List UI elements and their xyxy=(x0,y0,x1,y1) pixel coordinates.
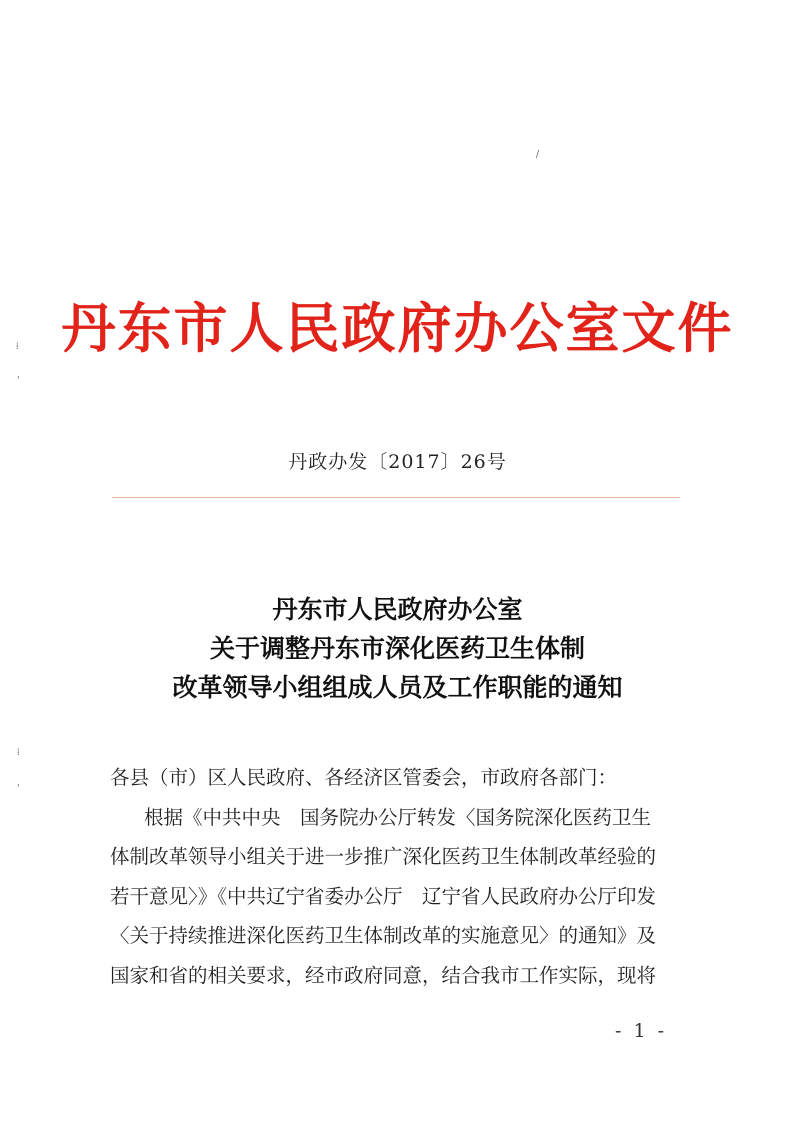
notice-title-line: 改革领导小组组成人员及工作职能的通知 xyxy=(172,673,623,702)
notice-title xyxy=(0,590,795,707)
scan-artifact-mark: ⁞ xyxy=(17,748,20,758)
page-number: - 1 - xyxy=(615,1020,668,1042)
scan-artifact-mark: ⁞ xyxy=(16,342,19,352)
body-line: 国家和省的相关要求，经市政府同意，结合我市工作实际，现将 xyxy=(110,963,657,987)
body-line: 〈关于持续推进深化医药卫生体制改革的实施意见〉的通知》及 xyxy=(110,924,657,947)
notice-title-line: 丹东市人民政府办公室 xyxy=(272,595,523,624)
scan-artifact-mark: ' xyxy=(17,784,20,794)
document-number: 丹政办发〔2017〕26号 xyxy=(288,451,507,473)
scan-artifact-mark: / xyxy=(536,150,540,160)
issuer-header: 丹东市人民政府办公室文件 xyxy=(61,296,734,360)
body-line: 若干意见〉》《中共辽宁省委办公厅 辽宁省人民政府办公厅印发 xyxy=(110,884,657,908)
body-line: 体制改革领导小组关于进一步推广深化医药卫生体制改革经验的 xyxy=(110,845,657,868)
body-line: 根据《中共中央 国务院办公厅转发〈国务院深化医药卫生 xyxy=(144,805,652,829)
notice-title-line: 关于调整丹东市深化医药卫生体制 xyxy=(209,634,585,663)
separator-rule xyxy=(112,497,680,498)
body-text xyxy=(110,758,700,995)
scan-artifact-mark: ' xyxy=(17,376,20,386)
addressee-line: 各县（市）区人民政府、各经济区管委会，市政府各部门： xyxy=(110,766,618,789)
